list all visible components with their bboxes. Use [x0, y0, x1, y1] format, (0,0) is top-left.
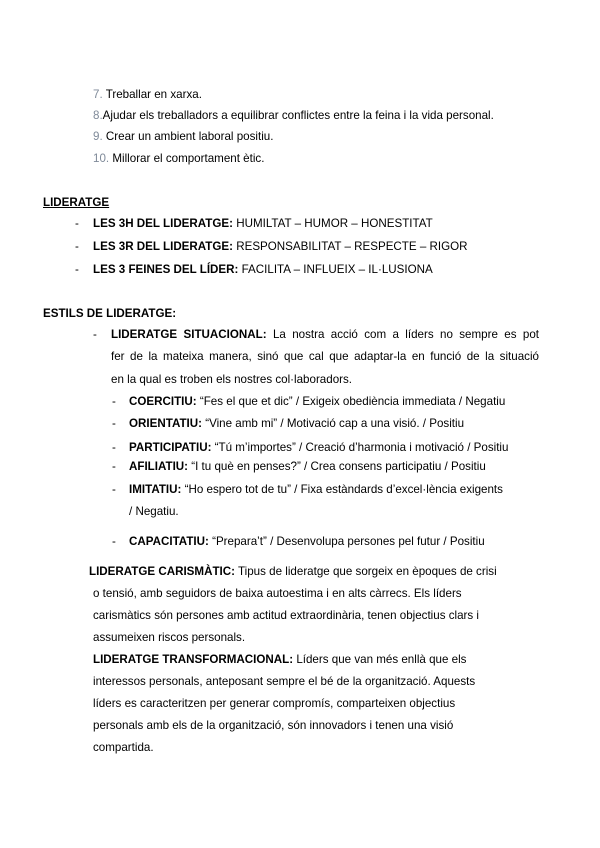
situacional-line-3: en la qual es troben els nostres col·laboradors. — [111, 373, 353, 386]
carismatic-line-2: o tensió, amb seguidors de baixa autoestima i en alts càrrecs. Els líders — [93, 587, 462, 600]
transformacional-line-3: líders es caracteritzen per generar compromís, comparteixen objectius — [93, 697, 456, 710]
item-label: LES 3R DEL LIDERATGE: — [93, 240, 233, 253]
bullet-dash: - — [112, 535, 116, 548]
list-number: 8. — [93, 109, 103, 122]
bullet-dash: - — [112, 441, 116, 454]
substyle-label: ORIENTATIU: — [129, 417, 202, 430]
bullet-dash: - — [112, 483, 116, 496]
transformacional-text: Líders que van més enllà que els — [293, 653, 467, 666]
item-text: RESPONSABILITAT – RESPECTE – RIGOR — [233, 240, 468, 253]
substyle-capacitatiu — [129, 534, 485, 549]
transformacional-line-2: interessos personals, anteposant sempre el bé de la organització. Aquests — [93, 675, 476, 688]
bullet-dash: - — [112, 460, 116, 473]
list-text: Millorar el comportament ètic. — [112, 152, 265, 165]
substyle-imitatiu-cont: / Negatiu. — [129, 505, 179, 518]
substyle-imitatiu — [129, 482, 503, 497]
transformacional-line-5: compartida. — [93, 741, 154, 754]
list-item-9 — [93, 129, 273, 144]
list-item-10 — [93, 151, 264, 166]
item-label: LES 3 FEINES DEL LÍDER: — [93, 263, 239, 276]
section-heading-estils: ESTILS DE LIDERATGE: — [43, 307, 177, 320]
situacional-label: LIDERATGE SITUACIONAL: — [111, 328, 267, 341]
lideratge-item — [93, 216, 433, 231]
substyle-text: “Ho espero tot de tu” / Fixa estàndards d’excel·lència exigents — [181, 483, 503, 496]
transformacional-line-4: personals amb els de la organització, són innovadors i tenen una visió — [93, 719, 454, 732]
bullet-dash: - — [75, 240, 79, 253]
substyle-label: CAPACITATIU: — [129, 535, 209, 548]
substyle-participatiu — [129, 440, 508, 455]
bullet-dash: - — [93, 328, 97, 341]
substyle-label: COERCITIU: — [129, 395, 197, 408]
substyle-text: “Vine amb mi” / Motivació cap a una visió. / Positiu — [202, 417, 465, 430]
situacional-line-2: fer de la mateixa manera, sinó que cal que adaptar-la en funció de la situació — [111, 350, 539, 363]
list-text: Crear un ambient laboral positiu. — [105, 130, 274, 143]
bullet-dash: - — [75, 217, 79, 230]
situacional-line-1 — [111, 327, 539, 342]
list-number: 9. — [93, 130, 103, 143]
lideratge-item — [93, 262, 433, 277]
transformacional-line-1 — [93, 652, 466, 667]
list-text: Ajudar els treballadors a equilibrar conflictes entre la feina i la vida personal. — [102, 109, 494, 122]
lideratge-item — [93, 239, 468, 254]
transformacional-label: LIDERATGE TRANSFORMACIONAL: — [93, 653, 294, 666]
item-text: HUMILTAT – HUMOR – HONESTITAT — [233, 217, 433, 230]
bullet-dash: - — [75, 263, 79, 276]
carismatic-line-4: assumeixen riscos personals. — [93, 631, 246, 644]
substyle-text: “Prepara’t” / Desenvolupa persones pel futur / Positiu — [208, 535, 485, 548]
carismatic-line-3: carismàtics són persones amb actitud extraordinària, tenen objectius clars i — [93, 609, 479, 622]
substyle-text: “Fes el que et dic” / Exigeix obediència immediata / Negatiu — [196, 395, 506, 408]
item-label: LES 3H DEL LIDERATGE: — [93, 217, 233, 230]
list-item-7 — [93, 87, 202, 102]
situacional-text: La nostra acció com a líders no sempre es pot — [266, 328, 539, 341]
substyle-label: AFILIATIU: — [129, 460, 189, 473]
substyle-text: “I tu què en penses?” / Crea consens participatiu / Positiu — [188, 460, 486, 473]
substyle-label: IMITATIU: — [129, 483, 182, 496]
substyle-afiliatiu — [129, 459, 486, 474]
bullet-dash: - — [112, 395, 116, 408]
section-heading-lideratge: LIDERATGE — [43, 196, 110, 209]
list-text: Treballar en xarxa. — [105, 88, 202, 101]
list-item-8 — [93, 108, 494, 123]
list-number: 7. — [93, 88, 103, 101]
list-number: 10. — [93, 152, 110, 165]
carismatic-line-1 — [89, 564, 497, 579]
substyle-coercitiu — [129, 394, 505, 409]
substyle-text: “Tú m’importes” / Creació d’harmonia i motivació / Positiu — [211, 441, 509, 454]
substyle-orientatiu — [129, 416, 464, 431]
bullet-dash: - — [112, 417, 116, 430]
item-text: FACILITA – INFLUEIX – IL·LUSIONA — [238, 263, 433, 276]
carismatic-label: LIDERATGE CARISMÀTIC: — [89, 565, 235, 578]
substyle-label: PARTICIPATIU: — [129, 441, 212, 454]
carismatic-text: Tipus de lideratge que sorgeix en èpoques de crisi — [235, 565, 497, 578]
